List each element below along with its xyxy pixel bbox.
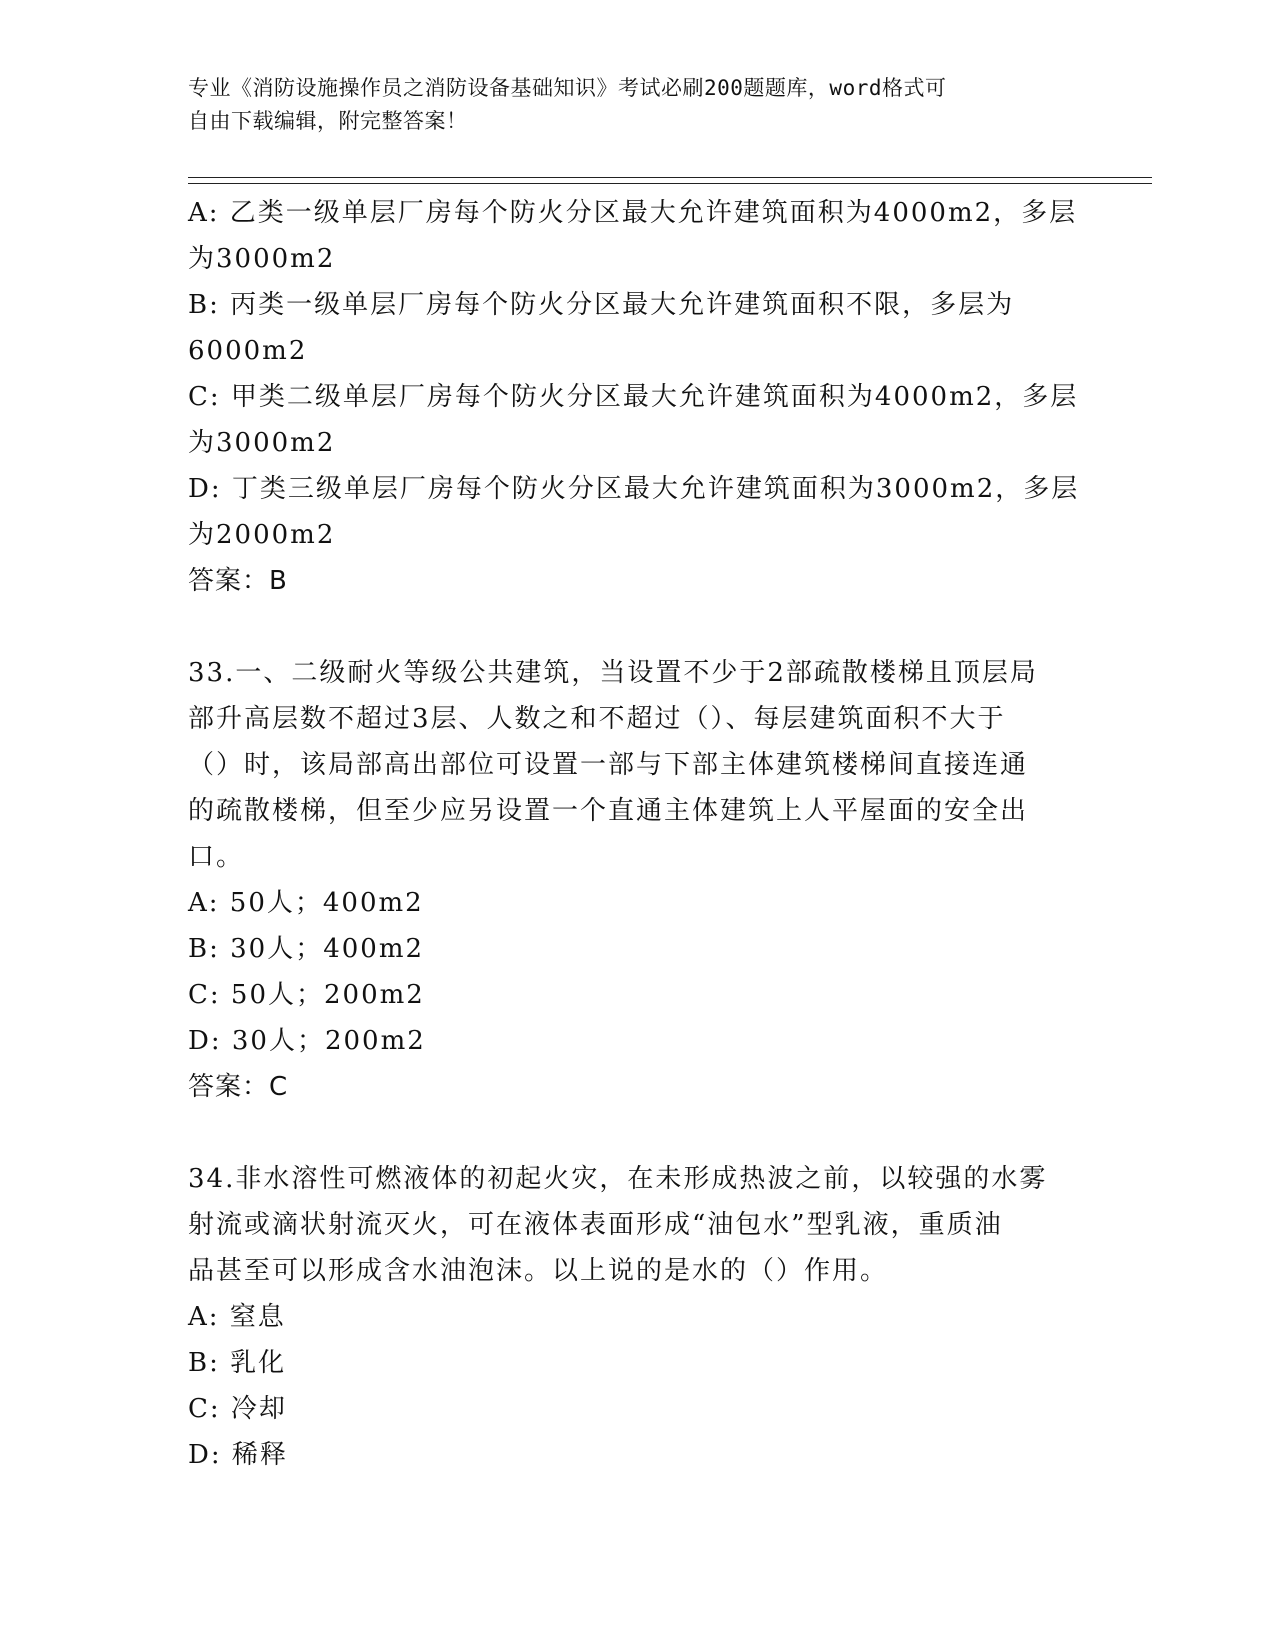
- option-b: B: 乳化: [188, 1348, 287, 1378]
- answer-label: 答案：C: [188, 1072, 289, 1102]
- option-line: D: 丁类三级单层厂房每个防火分区最大允许建筑面积为3000m2，多层: [188, 474, 1080, 504]
- document-header: [188, 72, 1068, 138]
- question-stem-line: 部升高层数不超过3层、人数之和不超过（）、每层建筑面积不大于: [188, 704, 1006, 734]
- spacer: [188, 1110, 1088, 1156]
- option-b: B: 30人；400m2: [188, 934, 425, 964]
- question-stem-line: 品甚至可以形成含水油泡沫。以上说的是水的（）作用。: [188, 1256, 889, 1286]
- header-rule-bottom: [188, 183, 1152, 184]
- question-stem-line: （）时，该局部高出部位可设置一部与下部主体建筑楼梯间直接连通: [188, 750, 1029, 780]
- question-34: [188, 1156, 1088, 1478]
- question-stem-line: 34.非水溶性可燃液体的初起火灾，在未形成热波之前，以较强的水雾: [188, 1164, 1048, 1194]
- header-rule-top: [188, 177, 1152, 178]
- question-33: [188, 650, 1088, 1110]
- option-d: D: 30人；200m2: [188, 1026, 426, 1056]
- option-c: C: 冷却: [188, 1394, 287, 1424]
- option-line: 为2000m2: [188, 520, 336, 550]
- option-line: B: 丙类一级单层厂房每个防火分区最大允许建筑面积不限，多层为: [188, 290, 1015, 320]
- header-line-2: 自由下载编辑，附完整答案！: [188, 109, 468, 133]
- option-line: C: 甲类二级单层厂房每个防火分区最大允许建筑面积为4000m2，多层: [188, 382, 1079, 412]
- option-d: D: 稀释: [188, 1440, 288, 1470]
- option-line: A: 乙类一级单层厂房每个防火分区最大允许建筑面积为4000m2，多层: [188, 198, 1078, 228]
- option-line: 为3000m2: [188, 428, 336, 458]
- question-stem-line: 射流或滴状射流灭火，可在液体表面形成“油包水”型乳液，重质油: [188, 1210, 1003, 1240]
- question-stem-line: 的疏散楼梯，但至少应另设置一个直通主体建筑上人平屋面的安全出: [188, 796, 1029, 826]
- question-32-options: [188, 190, 1088, 604]
- answer-label: 答案：B: [188, 566, 288, 596]
- question-stem-line: 口。: [188, 842, 245, 872]
- question-stem-line: 33.一、二级耐火等级公共建筑，当设置不少于2部疏散楼梯且顶层局: [188, 658, 1038, 688]
- option-a: A: 窒息: [188, 1302, 286, 1332]
- option-c: C: 50人；200m2: [188, 980, 425, 1010]
- option-line: 为3000m2: [188, 244, 336, 274]
- header-line-1: 专业《消防设施操作员之消防设备基础知识》考试必刷200题题库，word格式可: [188, 76, 947, 100]
- question-content: [188, 190, 1088, 1478]
- option-a: A: 50人；400m2: [188, 888, 424, 918]
- spacer: [188, 604, 1088, 650]
- option-line: 6000m2: [188, 336, 308, 366]
